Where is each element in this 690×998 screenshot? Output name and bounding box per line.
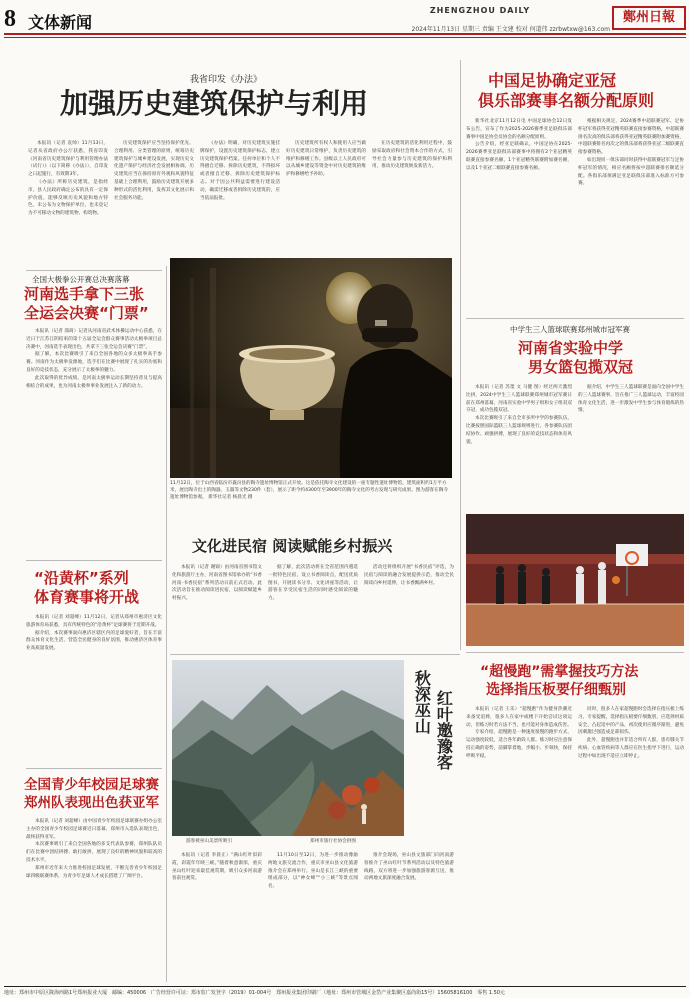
students-title-line1: 全国青少年校园足球赛 <box>24 777 159 793</box>
reading-body-col2: 据了解，此次活动将在全省范围内遴选一批特色民宿，设立书香阅读点，配送优质图书，开展读书分享、文化讲座等活动，让游客在享受民宿生活的同时感受阅读的魅力。 <box>268 565 358 602</box>
wushan-photo <box>172 660 404 836</box>
wushan-body-col3: 推介会现场，巫山县文旅部门向河南游客推介了巫山红叶节系列活动以及特色旅游线路，双方将进一步加强旅游客源互送，推动两地文旅深度融合发展。 <box>364 853 454 882</box>
column-divider <box>460 60 461 650</box>
date-line: 2024年11月13日 星期三 责编 王文建 校对 何道伟 zzrbwtxw@163.com <box>411 26 610 33</box>
section-rule <box>466 652 684 653</box>
slowrun-title-line2: 选择指压板要仔细甄别 <box>486 682 626 698</box>
section-rule <box>26 768 162 769</box>
slowrun-title-line1: “超慢跑”需掌握技巧方法 <box>480 664 639 680</box>
basketball-body-col2: 据介绍，中学生三人篮球联赛是面向全国中学生的三人篮球赛事，旨在推广三人篮球运动，丰富校园体育文化生活，进一步激发中学生参与体育锻炼的热情。 <box>578 385 684 414</box>
reading-title: 文化进民宿 阅读赋能乡村振兴 <box>192 537 393 555</box>
lead-photo-caption: 11月12日，位于山西省临汾市襄汾县的陶寺遗址博物馆正式开放。这是依托陶寺文化建设的一座专题性遗址博物馆，建筑面积约1万平方米，展出陶寺出土的陶器、玉器等文物230件（套），展示了距今约4300年至3900年的陶寺文化的考古发现与研究成果。图为游客在陶寺遗址博物馆参观。 新华社记者 杨晨光 摄 <box>170 481 448 500</box>
slowrun-body-col1: 本报讯（记者 王乐）“超慢跑”作为健身热潮近来备受追捧，很多人在家中或楼下开始尝试这项运动，但练习时若方法不当，也可能对身体造成伤害。 专家介绍，超慢跑是一种速度很慢的跑步方式，运动强度较低，适合各年龄段人群。练习时应注意保持正确的姿势，前脚掌着地，步幅小、步频快，保持呼吸平稳。 <box>466 707 572 759</box>
lead-body-col3: 《办法》明确，对历史建筑实施挂牌保护，设置历史建筑保护标志，建立历史建筑保护档案。任何单位和个人不得擅自迁移、拆除历史建筑，不得损坏或者擅自迁移、拆除历史建筑保护标志。对于因公共利益需要进行建设活动，确需迁移或者拆除历史建筑的，应当依法报批。 <box>200 141 280 201</box>
taichi-body: 本报讯（记者 邵商）记者从河南省武术体操运动中心获悉，在近日于江苏江阴结束的第十五届全运会群众赛事活动太极拳项目总决赛中，河南选手表现出色，共拿下三张全运会决赛“门票”。 据了解，本次比赛吸引了来自全国各地的众多太极拳高手参赛。河南作为太极拳发源地，选手们在比赛中展现了扎实的功底和良好的竞技状态，充分展示了太极拳的魅力。 此次取得的优异成绩，是河南太极拳运动长期坚持普及与提高相结合的成果，也为河南太极拳事业发展注入了新的动力。 <box>26 329 162 389</box>
basketball-court-photo <box>466 514 684 646</box>
students-title-line2: 郑州队表现出色获亚军 <box>24 795 159 811</box>
footer-postcode: 邮编：450006 <box>111 990 147 996</box>
lead-body-col4: 历史建筑所有权人和使用人应当做好历史建筑日常维护，负责历史建筑的维护和修缮工作。县级以上人民政府可以从城乡建设等资金中对历史建筑的维护和修缮给予补助。 <box>286 141 366 178</box>
section-title: 文体新闻 <box>28 13 93 32</box>
lead-kicker: 我省印发《办法》 <box>190 75 263 85</box>
section-rule <box>26 560 162 561</box>
newspaper-logo: 鄭州日報 <box>612 6 686 30</box>
lead-body-col2: 历史建筑保护应当坚持保护优先、合理利用、分类管理的原则，统筹历史建筑保护与城乡建设发展，实现历史文化遗产保护与经济社会发展相协调。历史建筑应当在保持原有外观和风貌特征基础上合理利用，鼓励历史建筑开展多种形式的活化利用，发挥其文化展示和社会服务功能。 <box>114 141 194 201</box>
wushan-title-line2: 红叶邀豫客 <box>434 690 454 770</box>
lead-photo <box>170 258 452 478</box>
footer-rule <box>4 986 686 987</box>
yellowriver-title-line1: “沿黄杯”系列 <box>34 569 129 587</box>
mountain-photo <box>172 660 404 836</box>
wushan-title-line1: 秋深巫山 <box>412 670 432 734</box>
lead-body-col5: 在历史建筑的活化利用过程中，鼓励采取政府和社会资本合作的方式，引导社会力量参与历史建筑的保护和利用，推动历史建筑焕发新活力。 <box>372 141 452 170</box>
yellowriver-title-line2: 体育赛事将开战 <box>34 588 140 606</box>
reading-body-col1: 本报讯（记者 谢锦）由河南省图书馆文化和旅游厅主办，河南省图书馆承办的“书香河南·书香民宿”系列活动日前正式启动。此次活动旨在推动阅读进民宿，以阅读赋能乡村振兴。 <box>172 565 262 602</box>
page-number: 8 <box>4 6 16 32</box>
students-body: 本报讯（记者 刘超峰）由中国青少年校园足球联赛办组办公室主办的全国青少年校园足球赛近日落幕，郑州市入选队表现出色，最终获得亚军。 本次赛事吸引了来自全国各地的多支代表队参赛，郑州队队员们在比赛中团结拼搏、敢打敢拼，展现了良好的精神风貌和较高的技术水平。 郑州市近年来大力推进校园足球发展，不断完善青少年校园足球四级联赛体系，为青少年足球人才成长搭建了广阔平台。 <box>26 819 162 879</box>
header-rule <box>4 33 686 35</box>
masthead-en: ZHENGZHOU DAILY <box>429 6 531 15</box>
section-rule <box>26 270 162 271</box>
reading-body-col3: 活动还将组织开展“书香民宿”评选，为民宿与阅读的融合发展提供示范，推动全民阅读向乡村延伸，让书香飘满乡村。 <box>364 565 454 586</box>
basketball-kicker: 中学生三人篮球联赛郑州城市冠军赛 <box>510 325 630 334</box>
footer-address: 地址：郑州市中原区陇海西路1号郑州报业大厦 <box>4 990 108 996</box>
taichi-title-line2: 全运会决赛“门票” <box>24 304 149 322</box>
header-rule-thin <box>4 37 686 38</box>
football-title-line1: 中国足协确定亚冠 <box>488 71 617 90</box>
lead-title: 加强历史建筑保护与利用 <box>60 87 369 120</box>
section-rule <box>466 318 684 319</box>
football-title-line2: 俱乐部赛事名额分配原则 <box>478 91 655 110</box>
football-body-col2: 根据相关规定，2024赛季中超联赛冠军、足协杯冠军将获得亚冠精英联赛直接参赛资格，中超联赛排名次高的俱乐部将获得亚冠精英联赛附加赛资格，中超联赛排名再次之的俱乐部将获得亚冠二级联赛直接参赛资格。 如出现同一俱乐部同时获得中超联赛冠军与足协杯冠军的情况，相应名额将按中超联赛排名顺延分配。各俱乐部须满足亚足联俱乐部准入标准方可参赛。 <box>578 119 684 187</box>
slowrun-body-col2: 同时，很多人在家超慢跑时会选择在指压板上练习，专家提醒，选择指压板要仔细甄别，应选择材质安全、凸起适中的产品，初次使用应循序渐进，避免因刺激过强造成足部损伤。 此外，超慢跑也并非适合所有人群，患有膝关节疾病、心血管疾病等人群应在医生指导下进行，运动过程中如出现不适应立即停止。 <box>578 707 684 759</box>
basketball-title-line1: 河南省实验中学 <box>518 339 624 357</box>
taichi-kicker: 全国大极拳公开赛总决赛落幕 <box>32 275 130 284</box>
wushan-body-col1: 本报讯（记者 李晨正）“满山红叶似彩霞，彩霞年年映三峡。”随着秋意渐浓，重庆巫山红叶迎来最佳观赏期，吸引众多河南游客前往观赏。 <box>172 853 262 882</box>
footer <box>4 989 686 996</box>
column-divider <box>166 266 167 982</box>
lead-body-col1: 本报讯（记者 袁帅）11月13日，记者从省政府办公厅获悉，我省印发《河南省历史建筑保护与利用管理办法（试行）》（以下简称《办法》），自印发之日起施行，有效期3年。 《办法》所称历史建筑，是指经市、县人民政府确定公布的具有一定保护价值，能够反映历史风貌和地方特色，未公布为文物保护单位，也未登记为不可移动文物的建筑物、构筑物。 <box>28 141 108 217</box>
footer-price: 零售 1.50元 <box>477 990 505 996</box>
yellowriver-body: 本报讯（记者 刘超峰）11月12日，记者从郑州市惠济区文化旅游体育局获悉，具有传统特色的“沿黄杯”足球赛将于近期开战。 据介绍，本次赛事面向惠济区辖区内的足球爱好者，旨在丰富群众体育文化生活，营造全民健身的良好氛围，推动惠济区体育事业高质量发展。 <box>26 615 162 652</box>
wushan-caption-left: 游客被巫山美景所吸引 <box>186 839 232 844</box>
football-body-col1: 新华社北京11月12日电 中国足球协会12日发布公告，宣布了作为2025-2026赛季亚足联俱乐部赛事中国足协会员协会的名额分配原则。 公告介绍，经亚足联确认，中国足协在2025-2026赛季亚足联俱乐部赛事中将拥有2个亚冠精英联赛直接参赛名额、1个亚冠精英联赛附加赛名额，以及1个亚冠二级联赛直接参赛名额。 <box>466 119 572 171</box>
basketball-photo <box>466 514 684 646</box>
section-rule <box>170 654 460 655</box>
wushan-caption-right: 郑州市旅行社协会供图 <box>310 839 356 844</box>
basketball-body-col1: 本报讯（记者 苏墨 文 马健 图）经过两天激烈比拼，2024中学生三人篮球联赛郑州城市冠军赛日前在郑州落幕，河南省实验中学男子组和女子组双双夺冠，成功包揽双冠。 本次比赛吸引了来自全市多所中学的参赛队伍，比赛按照国际篮联三人篮球规则进行。各参赛队伍团结协作、顽强拼搏，展现了良好的竞技状态和体育风貌。 <box>466 385 572 445</box>
footer-printer: 郑州报业集团印刷厂（地址：郑州市管城区金岱产业集聚区嘉尚街15号）15605816100 <box>276 990 473 996</box>
wushan-body-col2: 11月10日至12日，为进一步推动豫渝两地文旅交流合作，重庆市巫山县文化旅游推介会在郑州举行。巫山是长江三峡的重要组成部分，以“神女峰”“小三峡”等景点闻名。 <box>268 853 358 890</box>
taichi-title-line1: 河南选手拿下三张 <box>24 285 145 303</box>
footer-ad-license: 广告经营许可证：郑市监广发登字（2019）01-004号 <box>150 990 272 996</box>
museum-visitor-photo <box>170 258 452 478</box>
basketball-title-line2: 男女篮包揽双冠 <box>528 358 634 376</box>
